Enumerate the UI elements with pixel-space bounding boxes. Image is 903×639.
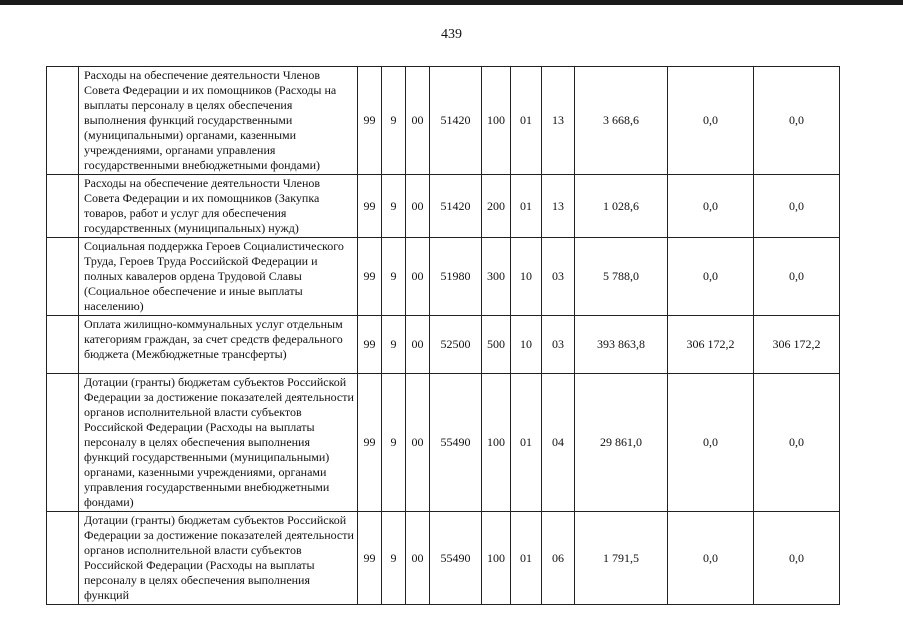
amount-1-cell: 5 788,0	[575, 238, 668, 316]
subprogram-cell: 9	[382, 316, 406, 374]
section-cell: 10	[511, 316, 542, 374]
amount-2-cell: 0,0	[668, 512, 754, 605]
subprogram-cell: 9	[382, 512, 406, 605]
program-cell: 99	[358, 512, 382, 605]
table-row	[47, 512, 840, 605]
amount-1-cell: 29 861,0	[575, 374, 668, 512]
description-cell: Оплата жилищно-коммунальных услуг отдельным категориям граждан, за счет средств федерального бюджета (Межбюджетные трансферты)	[79, 316, 358, 374]
code-cell: 51420	[430, 67, 482, 175]
subsection-cell: 04	[542, 374, 575, 512]
table-row	[47, 374, 840, 512]
amount-1-cell: 3 668,6	[575, 67, 668, 175]
code-cell: 51420	[430, 175, 482, 238]
subsection-cell: 13	[542, 67, 575, 175]
amount-3-cell: 0,0	[754, 67, 840, 175]
table-row	[47, 175, 840, 238]
amount-1-cell: 393 863,8	[575, 316, 668, 374]
description-cell: Дотации (гранты) бюджетам субъектов Российской Федерации за достижение показателей деятельности органов исполнительной власти субъектов Российской Федерации (Расходы на выплаты персоналу в целях обеспечения выполнения функций государственными (муниципальными) органами, казенными учреждениями, органами управления государственными внебюджетными фондами)	[79, 374, 358, 512]
amount-2-cell: 0,0	[668, 374, 754, 512]
code-cell: 55490	[430, 374, 482, 512]
index-cell	[47, 67, 79, 175]
program-cell: 99	[358, 175, 382, 238]
section-cell: 01	[511, 175, 542, 238]
amount-2-cell: 0,0	[668, 67, 754, 175]
program-cell: 99	[358, 374, 382, 512]
amount-3-cell: 306 172,2	[754, 316, 840, 374]
expense-type-cell: 300	[482, 238, 511, 316]
code-cell: 52500	[430, 316, 482, 374]
index-cell	[47, 512, 79, 605]
direction-cell: 00	[406, 316, 430, 374]
table-row	[47, 67, 840, 175]
index-cell	[47, 316, 79, 374]
amount-3-cell: 0,0	[754, 238, 840, 316]
subsection-cell: 06	[542, 512, 575, 605]
section-cell: 01	[511, 374, 542, 512]
subprogram-cell: 9	[382, 175, 406, 238]
subsection-cell: 13	[542, 175, 575, 238]
direction-cell: 00	[406, 67, 430, 175]
amount-3-cell: 0,0	[754, 512, 840, 605]
amount-2-cell: 0,0	[668, 175, 754, 238]
description-cell: Расходы на обеспечение деятельности Членов Совета Федерации и их помощников (Закупка товаров, работ и услуг для обеспечения государственных (муниципальных) нужд)	[79, 175, 358, 238]
section-cell: 01	[511, 67, 542, 175]
expense-type-cell: 100	[482, 67, 511, 175]
expense-type-cell: 200	[482, 175, 511, 238]
top-rule	[0, 0, 903, 5]
direction-cell: 00	[406, 175, 430, 238]
subsection-cell: 03	[542, 238, 575, 316]
section-cell: 01	[511, 512, 542, 605]
index-cell	[47, 374, 79, 512]
code-cell: 55490	[430, 512, 482, 605]
section-cell: 10	[511, 238, 542, 316]
expense-type-cell: 100	[482, 374, 511, 512]
description-cell: Дотации (гранты) бюджетам субъектов Российской Федерации за достижение показателей деятельности органов исполнительной власти субъектов Российской Федерации (Расходы на выплаты персоналу в целях обеспечения выполнения функций	[79, 512, 358, 605]
table-row	[47, 238, 840, 316]
budget-table	[46, 66, 840, 605]
direction-cell: 00	[406, 374, 430, 512]
subsection-cell: 03	[542, 316, 575, 374]
amount-2-cell: 306 172,2	[668, 316, 754, 374]
amount-2-cell: 0,0	[668, 238, 754, 316]
expense-type-cell: 500	[482, 316, 511, 374]
index-cell	[47, 175, 79, 238]
index-cell	[47, 238, 79, 316]
program-cell: 99	[358, 238, 382, 316]
amount-3-cell: 0,0	[754, 374, 840, 512]
description-cell: Социальная поддержка Героев Социалистического Труда, Героев Труда Российской Федерации и полных кавалеров ордена Трудовой Славы (Социальное обеспечение и иные выплаты населению)	[79, 238, 358, 316]
page-number: 439	[441, 27, 462, 42]
expense-type-cell: 100	[482, 512, 511, 605]
table-row	[47, 316, 840, 374]
subprogram-cell: 9	[382, 374, 406, 512]
amount-1-cell: 1 791,5	[575, 512, 668, 605]
amount-3-cell: 0,0	[754, 175, 840, 238]
description-cell: Расходы на обеспечение деятельности Членов Совета Федерации и их помощников (Расходы на выплаты персоналу в целях обеспечения выполнения функций государственными (муниципальными) органами, казенными учреждениями, органами управления государственными внебюджетными фондами)	[79, 67, 358, 175]
program-cell: 99	[358, 316, 382, 374]
program-cell: 99	[358, 67, 382, 175]
code-cell: 51980	[430, 238, 482, 316]
subprogram-cell: 9	[382, 67, 406, 175]
subprogram-cell: 9	[382, 238, 406, 316]
direction-cell: 00	[406, 238, 430, 316]
direction-cell: 00	[406, 512, 430, 605]
amount-1-cell: 1 028,6	[575, 175, 668, 238]
